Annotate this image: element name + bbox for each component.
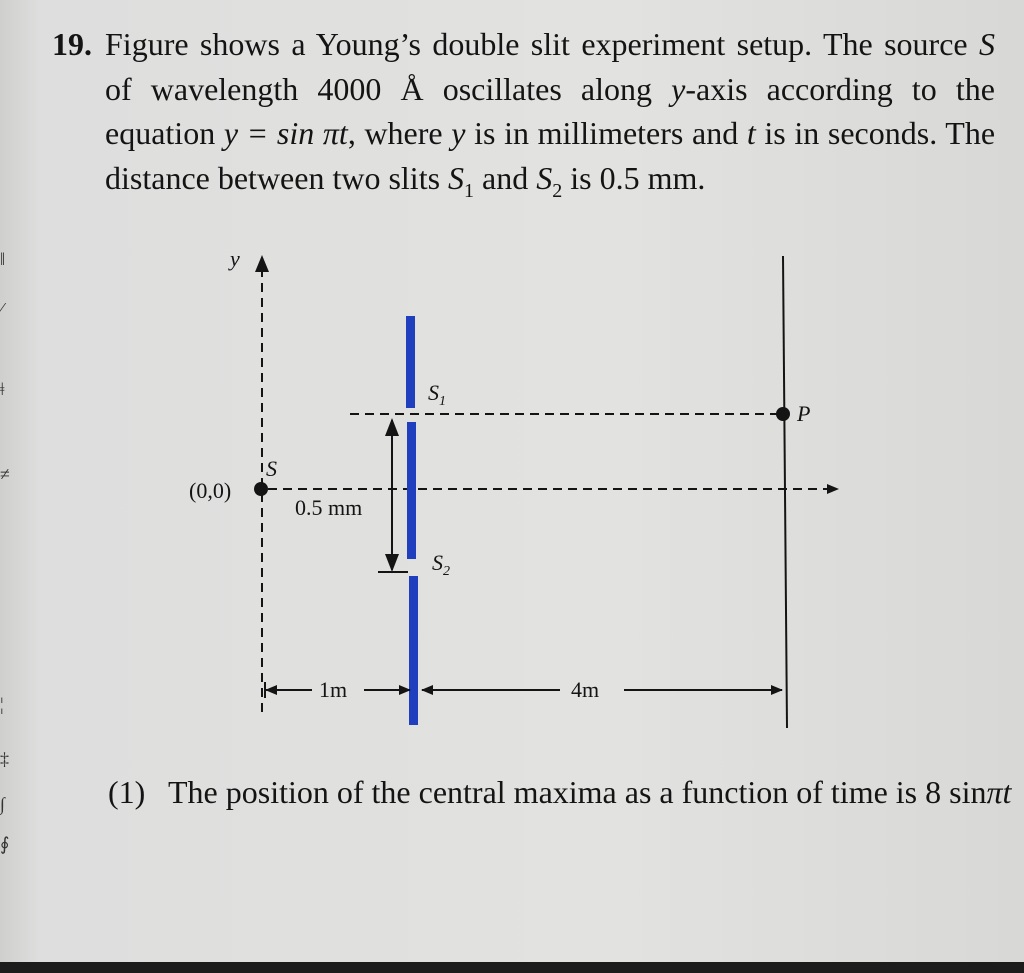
slit-barrier-lower	[409, 576, 418, 725]
point-p	[776, 407, 790, 421]
slit1-label: $S_1$	[428, 380, 446, 409]
question-text: Figure shows a Young’s double slit experiment setup. The source S of wavelength 4000 Å oscillates along y-axis according to the equation y = sin πt, where y is in millimeters and t is in seconds. The distance between two slits $S_1$ and $S_2$ is 0.5 mm.	[105, 26, 996, 202]
slit-barrier-upper	[406, 316, 415, 408]
separation-arrow-bottom-head	[385, 554, 399, 572]
option-1-text: The position of the central maxima as a function of time is 8 sinπt	[168, 774, 1012, 810]
slit-barrier-middle	[407, 422, 416, 559]
y-axis-label: y	[230, 246, 240, 271]
source-point	[254, 482, 268, 496]
separation-arrow-top-head	[385, 418, 399, 436]
wave-equation: y = sin πt	[223, 115, 348, 151]
slit-screen-distance-label: 4m	[571, 677, 600, 702]
source-slit-distance-label: 1m	[319, 677, 348, 702]
slit-separation-label: 0.5 mm	[295, 495, 363, 520]
option-1-number: (1)	[108, 774, 146, 810]
question-number: 19.	[52, 26, 92, 62]
source-label: S	[266, 456, 277, 481]
page-bottom-edge	[0, 962, 1024, 973]
point-p-label: P	[797, 401, 811, 426]
screen-line	[783, 256, 787, 728]
origin-label: (0,0)	[189, 478, 232, 503]
margin-bleed-marks: ‖ ⁄ ǂ ≠ ¦ ‡ ∫ ∮	[0, 249, 10, 854]
y-axis-arrowhead	[255, 255, 269, 272]
slit2-label: $S_2$	[432, 550, 450, 579]
